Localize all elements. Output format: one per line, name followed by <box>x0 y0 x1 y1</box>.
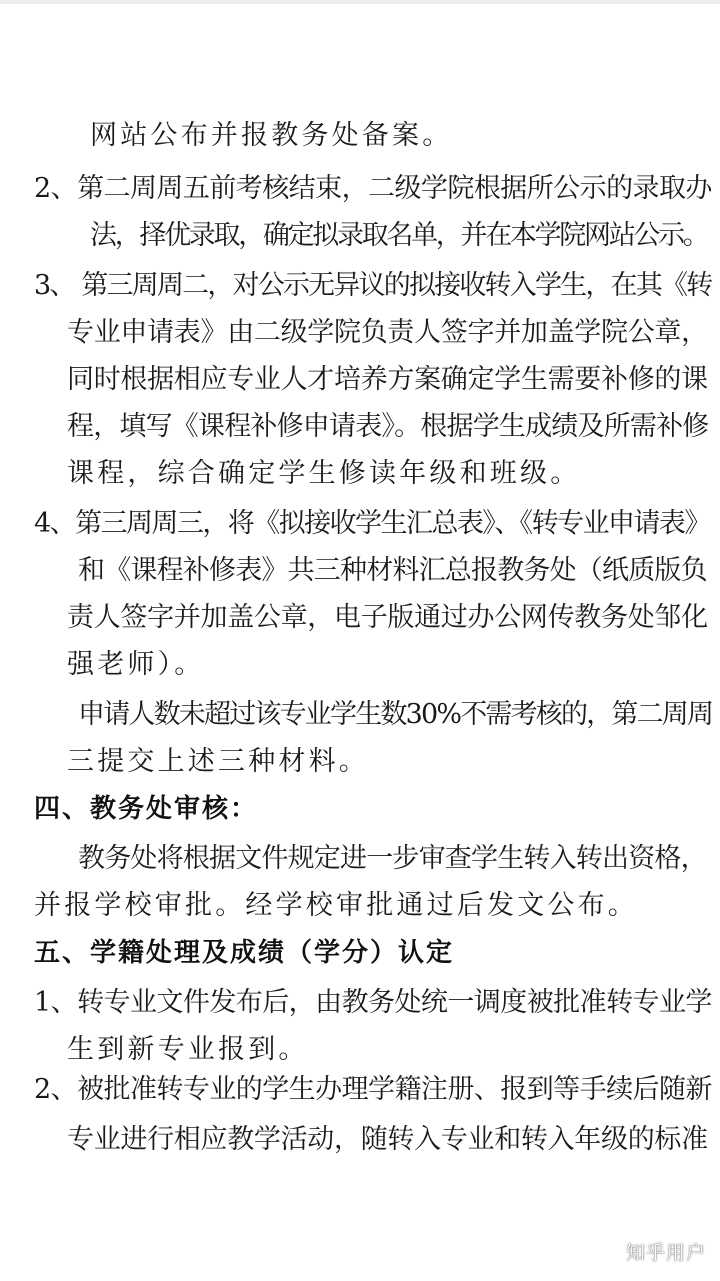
text-line: 4、第三周周三，将《拟接收学生汇总表》、《转专业申请表》 <box>34 508 710 539</box>
text-line: 教务处将根据文件规定进一步审查学生转入转出资格， <box>78 843 707 874</box>
text-line: 3、 第三周周二，对公示无异议的拟接收转入学生，在其《转 <box>34 270 712 301</box>
text-line: 责人签字并加盖公章，电子版通过办公网传教务处邹化 <box>67 602 708 633</box>
text-line: 1、转专业文件发布后，由教务处统一调度被批准转专业学 <box>34 987 712 1018</box>
text-line: 网站公布并报教务处备案。 <box>90 120 453 151</box>
text-line: 2、第二周周五前考核结束，二级学院根据所公示的录取办 <box>34 173 712 204</box>
text-line: 申请人数未超过该专业学生数30%不需考核的，第二周周 <box>78 699 713 730</box>
text-line: 强老师）。 <box>67 649 205 680</box>
text-line: 2、被批准转专业的学生办理学籍注册、报到等手续后随新 <box>34 1074 712 1105</box>
text-line: 同时根据相应专业人才培养方案确定学生需要补修的课 <box>67 364 708 395</box>
top-status-strip <box>0 0 720 4</box>
section-heading-review: 四、教务处审核： <box>34 794 259 824</box>
text-line: 三提交上述三种材料。 <box>67 746 369 777</box>
text-line: 程，填写《课程补修申请表》。根据学生成绩及所需补修 <box>67 411 709 442</box>
zhihu-watermark: 知乎用户 <box>625 1242 706 1264</box>
text-line: 并报学校审批。经学校审批通过后发文公布。 <box>34 890 638 921</box>
text-line: 专业申请表》由二级学院负责人签字并加盖学院公章， <box>67 317 708 348</box>
text-line: 课程，综合确定学生修读年级和班级。 <box>67 458 581 489</box>
text-line: 生到新专业报到。 <box>67 1034 309 1065</box>
text-line: 法，择优录取，确定拟录取名单，并在本学院网站公示。 <box>90 220 708 251</box>
text-line: 和《课程补修表》共三种材料汇总报教务处（纸质版负 <box>78 555 707 586</box>
text-line: 专业进行相应教学活动，随转入专业和转入年级的标准 <box>67 1124 708 1155</box>
section-heading-records: 五、学籍处理及成绩（学分）认定 <box>34 938 455 968</box>
